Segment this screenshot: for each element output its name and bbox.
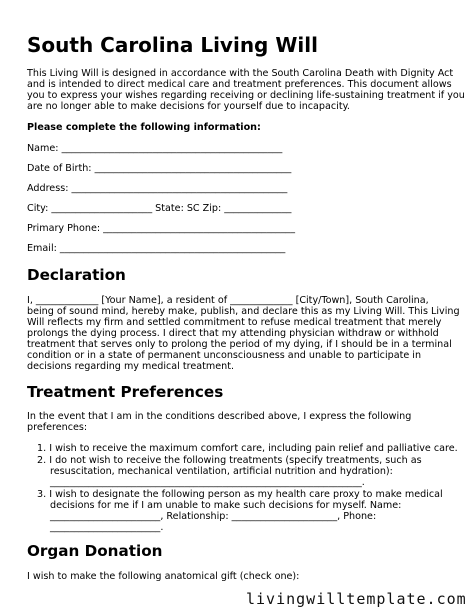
phone-field[interactable]: Primary Phone: ________________________________________ — [27, 223, 295, 234]
intro-line-1: This Living Will is designed in accordance with the South Carolina Death with Dignity Act — [27, 68, 454, 79]
intro-line-3: you to express your wishes regarding receiving or declining life-sustaining treatment if you — [27, 90, 465, 101]
declaration-line-3: Will reflects my firm and settled commitment to refuse medical treatment that merely — [27, 317, 442, 328]
treatment-item-1: 1. I wish to receive the maximum comfort care, including pain relief and palliative care. — [37, 443, 458, 454]
treatment-heading: Treatment Preferences — [27, 383, 224, 401]
watermark: livingwilltemplate.com — [246, 590, 467, 608]
treatment-item-2-line-2: resuscitation, mechanical ventilation, artificial nutrition and hydration): — [50, 466, 393, 477]
treatment-intro-1: In the event that I am in the conditions described above, I express the following — [27, 411, 412, 422]
treatment-item-2: 2. I do not wish to receive the following treatments (specify treatments, such as — [37, 455, 422, 466]
treatment-item-3-line-3[interactable]: _______________________, Relationship: ______________________, Phone: — [50, 511, 377, 522]
declaration-line-5: treatment that serves only to prolong the period of my dying, if I should be in a terminal — [27, 339, 452, 350]
organ-heading: Organ Donation — [27, 542, 163, 560]
declaration-line-2: being of sound mind, hereby make, publish, and declare this as my Living Will. This Living — [27, 306, 460, 317]
name-field[interactable]: Name: ______________________________________________ — [27, 143, 283, 154]
address-field[interactable]: Address: _____________________________________________ — [27, 183, 288, 194]
treatment-item-3-line-2: decisions for me if I am unable to make such decisions for myself. Name: — [50, 500, 402, 511]
organ-text: I wish to make the following anatomical gift (check one): — [27, 571, 300, 582]
declaration-line-6: condition or in a state of permanent unconsciousness and unable to participate in — [27, 350, 422, 361]
treatment-intro-2: preferences: — [27, 422, 88, 433]
intro-line-2: and is intended to direct medical care and treatment preferences. This document allows — [27, 79, 452, 90]
city-state-zip-field[interactable]: City: _____________________ State: SC Zip: ______________ — [27, 203, 292, 214]
treatment-item-3: 3. I wish to designate the following person as my health care proxy to make medical — [37, 489, 443, 500]
declaration-line-1: I, _____________ [Your Name], a resident of _____________ [City/Town], South Carolina, — [27, 295, 429, 306]
declaration-line-4: prolongs the dying process. I direct that my attending physician withdraw or withhold — [27, 328, 439, 339]
email-field[interactable]: Email: _______________________________________________ — [27, 243, 286, 254]
declaration-heading: Declaration — [27, 266, 126, 284]
document-title: South Carolina Living Will — [27, 33, 318, 57]
info-prompt: Please complete the following information: — [27, 122, 261, 133]
intro-line-4: are no longer able to make decisions for yourself due to incapacity. — [27, 101, 350, 112]
treatment-item-2-blank[interactable]: _________________________________________________________________. — [50, 477, 365, 488]
treatment-item-3-line-4[interactable]: _______________________. — [50, 522, 164, 533]
declaration-line-7: decisions regarding my medical treatment. — [27, 361, 235, 372]
dob-field[interactable]: Date of Birth: _________________________________________ — [27, 163, 292, 174]
